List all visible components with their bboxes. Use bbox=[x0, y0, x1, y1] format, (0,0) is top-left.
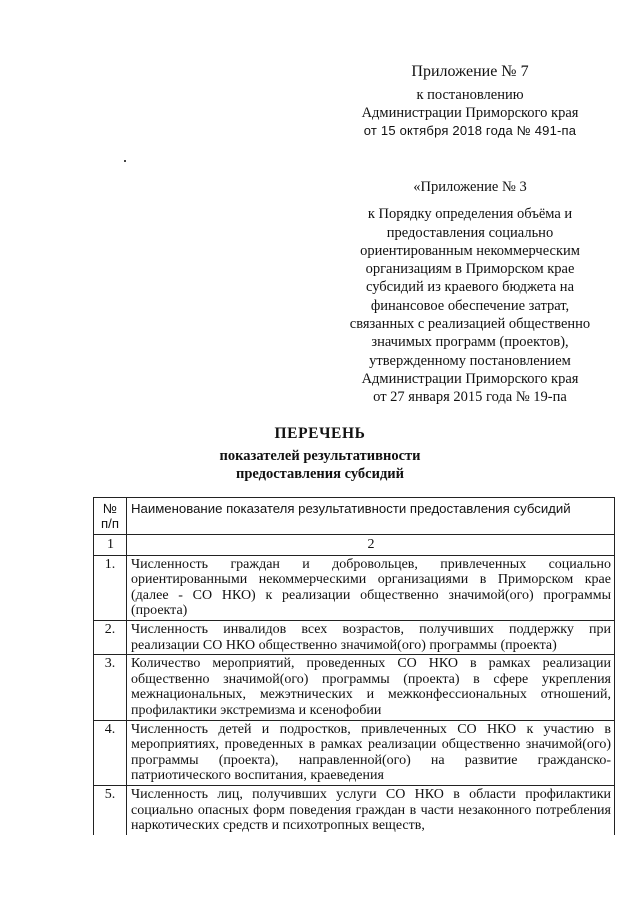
document-subtitle-line2: предоставления субсидий bbox=[235, 466, 404, 482]
annex-line: Администрации Приморского края bbox=[361, 370, 579, 387]
column-index-1: 1 bbox=[94, 535, 127, 556]
annex-line: связанных с реализацией общественно bbox=[349, 316, 591, 333]
document-title: ПЕРЕЧЕНЬ bbox=[274, 425, 366, 442]
annex-line: от 27 января 2015 года № 19-па bbox=[373, 389, 567, 406]
annex-line: значимых программ (проектов), bbox=[371, 334, 569, 351]
row-number: 3. bbox=[94, 655, 127, 720]
table-row bbox=[94, 720, 615, 785]
row-text: Численность граждан и добровольцев, привлеченных социально ориентированными некоммерческими организациями в Приморском крае (далее - СО НКО) к реализации общественно значимой(ого) программы (проекта) bbox=[127, 555, 615, 620]
row-text: Численность лиц, получивших услуги СО НКО в области профилактики социально опасных форм поведения граждан в части незаконного потребления наркотических средств и психотропных веществ, bbox=[127, 785, 615, 834]
table-row bbox=[94, 620, 615, 654]
row-number: 1. bbox=[94, 555, 127, 620]
table-index-row bbox=[94, 535, 615, 556]
stray-mark bbox=[124, 160, 126, 162]
annex-line: финансовое обеспечение затрат, bbox=[370, 297, 570, 314]
row-number: 4. bbox=[94, 720, 127, 785]
column-header-number: № п/п bbox=[94, 498, 127, 535]
appendix-date-line: от 15 октября 2018 года № 491-па bbox=[363, 123, 577, 138]
appendix-ref-line2: Администрации Приморского края bbox=[361, 105, 579, 121]
annex-line: утвержденному постановлением bbox=[369, 352, 571, 369]
annex-header bbox=[336, 178, 604, 407]
appendix-ref-line1: к постановлению bbox=[416, 87, 524, 103]
column-index-2: 2 bbox=[127, 535, 615, 556]
column-header-name: Наименование показателя результативности предоставления субсидий bbox=[127, 498, 615, 535]
table-row bbox=[94, 555, 615, 620]
table-header-row bbox=[94, 498, 615, 535]
row-number: 5. bbox=[94, 785, 127, 834]
appendix-number: Приложение № 7 bbox=[411, 63, 529, 80]
annex-line: предоставления социально bbox=[386, 224, 554, 241]
annex-title: «Приложение № 3 bbox=[413, 179, 527, 195]
annex-line: к Порядку определения объёма и bbox=[367, 206, 573, 223]
document-subtitle-line1: показателей результативности bbox=[219, 448, 421, 464]
table-row bbox=[94, 785, 615, 834]
table-row bbox=[94, 655, 615, 720]
row-text: Численность детей и подростков, привлеченных СО НКО к участию в мероприятиях, проведенных в рамках реализации общественно значимой(ого) программы (проекта), направленной(ого) на развитие гражданско-патриотического воспитания, краеведения bbox=[127, 720, 615, 785]
annex-line: субсидий из краевого бюджета на bbox=[365, 279, 575, 296]
annex-line: организациям в Приморском крае bbox=[365, 261, 575, 278]
annex-line: ориентированным некоммерческим bbox=[360, 242, 580, 259]
row-text: Количество мероприятий, проведенных СО НКО в рамках реализации общественно значимой(ого) программы (проекта) в сфере укрепления межнациональных, межэтнических и межконфессиональных отношений, профилактики экстремизма и ксенофобии bbox=[127, 655, 615, 720]
indicators-table bbox=[93, 497, 615, 835]
appendix-header bbox=[340, 63, 600, 140]
row-number: 2. bbox=[94, 620, 127, 654]
row-text: Численность инвалидов всех возрастов, получивших поддержку при реализации СО НКО общественно значимой(ого) программы (проекта) bbox=[127, 620, 615, 654]
